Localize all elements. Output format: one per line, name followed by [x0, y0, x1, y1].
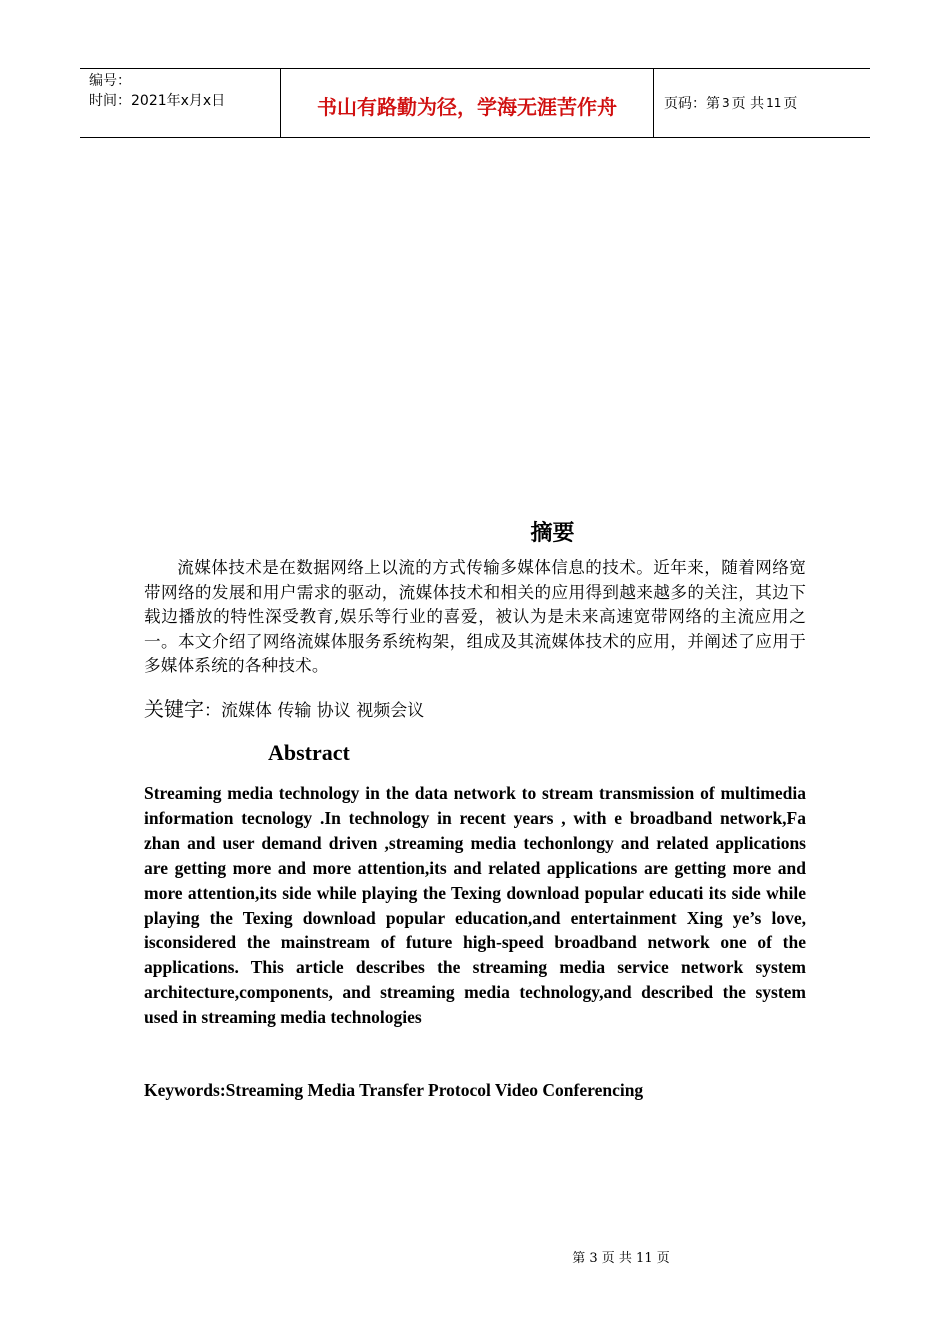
header-page-current: 3 [722, 96, 730, 110]
header-page-prefix: 页码：第 [664, 96, 720, 112]
header-page-info [654, 69, 870, 137]
page-header [80, 68, 870, 138]
header-meta [80, 69, 281, 137]
abstract-en-body: Streaming media technology in the data network to stream transmission of multimedia information tecnology .In technology in recent years , with e broadband network,Fa zhan and user demand driven ,streaming media techonlongy and related applications are getting more and more attention,its and related applications are getting more and more attention,its side while playing the Texing download popular educati its side while playing the Texing download popular education,and entertainment Xing ye’s love, isconsidered the mainstream of future high-speed broadband network one of the applications. This article describes the streaming media service network system architecture,components, and streaming media technology,and described the system used in streaming media technologies [144, 783, 806, 1028]
abstract-zh-keywords [144, 693, 424, 722]
header-time-label: 时间：2021年x月x日 [89, 93, 226, 109]
abstract-zh-title: 摘要 [530, 521, 575, 546]
keywords-zh-values: 流媒体 传输 协议 视频会议 [221, 701, 425, 721]
abstract-zh-body: 流媒体技术是在数据网络上以流的方式传输多媒体信息的技术。近年来，随着网络宽带网络的发展和用户需求的驱动，流媒体技术和相关的应用得到越来越多的关注，其边下载边播放的特性深受教育,娱乐等行业的喜爱，被认为是未来高速宽带网络的主流应用之一。本文介绍了网络流媒体服务系统构架，组成及其流媒体技术的应用，并阐述了应用于多媒体系统的各种技术。 [144, 558, 806, 675]
header-page-suffix: 页 [783, 96, 798, 112]
abstract-en-keywords: Keywords:Streaming Media Transfer Protocol Video Conferencing [144, 1080, 644, 1100]
header-number-label: 编号： [89, 73, 131, 89]
keywords-zh-separator: ： [204, 701, 221, 721]
page-footer: 第 3 页 共 11 页 [572, 1251, 670, 1266]
header-motto: 书山有路勤为径，学海无涯苦作舟 [281, 69, 654, 137]
keywords-zh-label: 关键字 [144, 697, 204, 721]
header-page-mid: 页 共 [731, 96, 765, 112]
header-page-total: 11 [766, 96, 782, 110]
abstract-en-title: Abstract [268, 740, 350, 765]
